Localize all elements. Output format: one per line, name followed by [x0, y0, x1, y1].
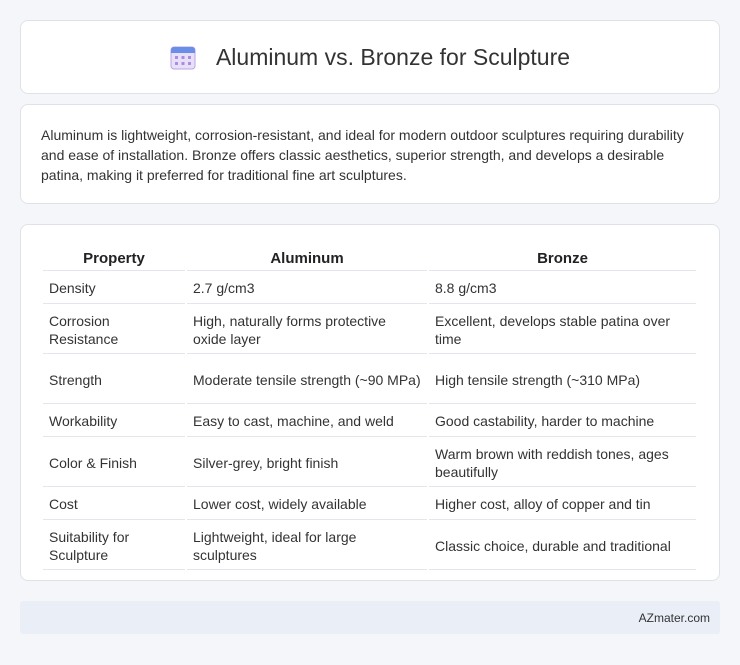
table-cell: Strength — [43, 356, 185, 404]
table-cell: High, naturally forms protective oxide layer — [187, 306, 427, 354]
footer-brand: AZmater.com — [638, 610, 710, 625]
table-cell: Higher cost, alloy of copper and tin — [429, 489, 696, 520]
table-cell: Good castability, harder to machine — [429, 406, 696, 437]
table-row — [43, 489, 696, 520]
comparison-table-card — [20, 224, 720, 581]
table-row — [43, 522, 696, 570]
comparison-table — [41, 245, 698, 572]
table-cell: Lightweight, ideal for large sculptures — [187, 522, 427, 570]
table-cell: 8.8 g/cm3 — [429, 273, 696, 304]
table-cell: Color & Finish — [43, 439, 185, 487]
header-card — [20, 20, 720, 94]
table-cell: 2.7 g/cm3 — [187, 273, 427, 304]
table-row — [43, 306, 696, 354]
intro-text: Aluminum is lightweight, corrosion-resistant, and ideal for modern outdoor sculptures requiring durability and ease of installation. Bronze offers classic aesthetics, superior strength, and develops a desirable patina, making it preferred for traditional fine art sculptures. — [41, 127, 684, 183]
table-cell: Classic choice, durable and traditional — [429, 522, 696, 570]
column-header-bronze: Bronze — [429, 247, 696, 271]
table-cell: Moderate tensile strength (~90 MPa) — [187, 356, 427, 404]
table-cell: Lower cost, widely available — [187, 489, 427, 520]
calendar-icon — [170, 44, 196, 70]
intro-card — [20, 104, 720, 204]
table-cell: Suitability for Sculpture — [43, 522, 185, 570]
table-cell: Cost — [43, 489, 185, 520]
page-title: Aluminum vs. Bronze for Sculpture — [215, 43, 571, 70]
table-row — [43, 406, 696, 437]
table-row — [43, 439, 696, 487]
table-cell: High tensile strength (~310 MPa) — [429, 356, 696, 404]
footer — [20, 601, 720, 634]
column-header-property: Property — [43, 247, 185, 271]
table-cell: Corrosion Resistance — [43, 306, 185, 354]
table-cell: Workability — [43, 406, 185, 437]
table-header-row — [43, 247, 696, 271]
table-cell: Density — [43, 273, 185, 304]
table-row — [43, 273, 696, 304]
table-cell: Easy to cast, machine, and weld — [187, 406, 427, 437]
table-cell: Silver-grey, bright finish — [187, 439, 427, 487]
table-cell: Excellent, develops stable patina over time — [429, 306, 696, 354]
table-cell: Warm brown with reddish tones, ages beautifully — [429, 439, 696, 487]
table-row — [43, 356, 696, 404]
column-header-aluminum: Aluminum — [187, 247, 427, 271]
